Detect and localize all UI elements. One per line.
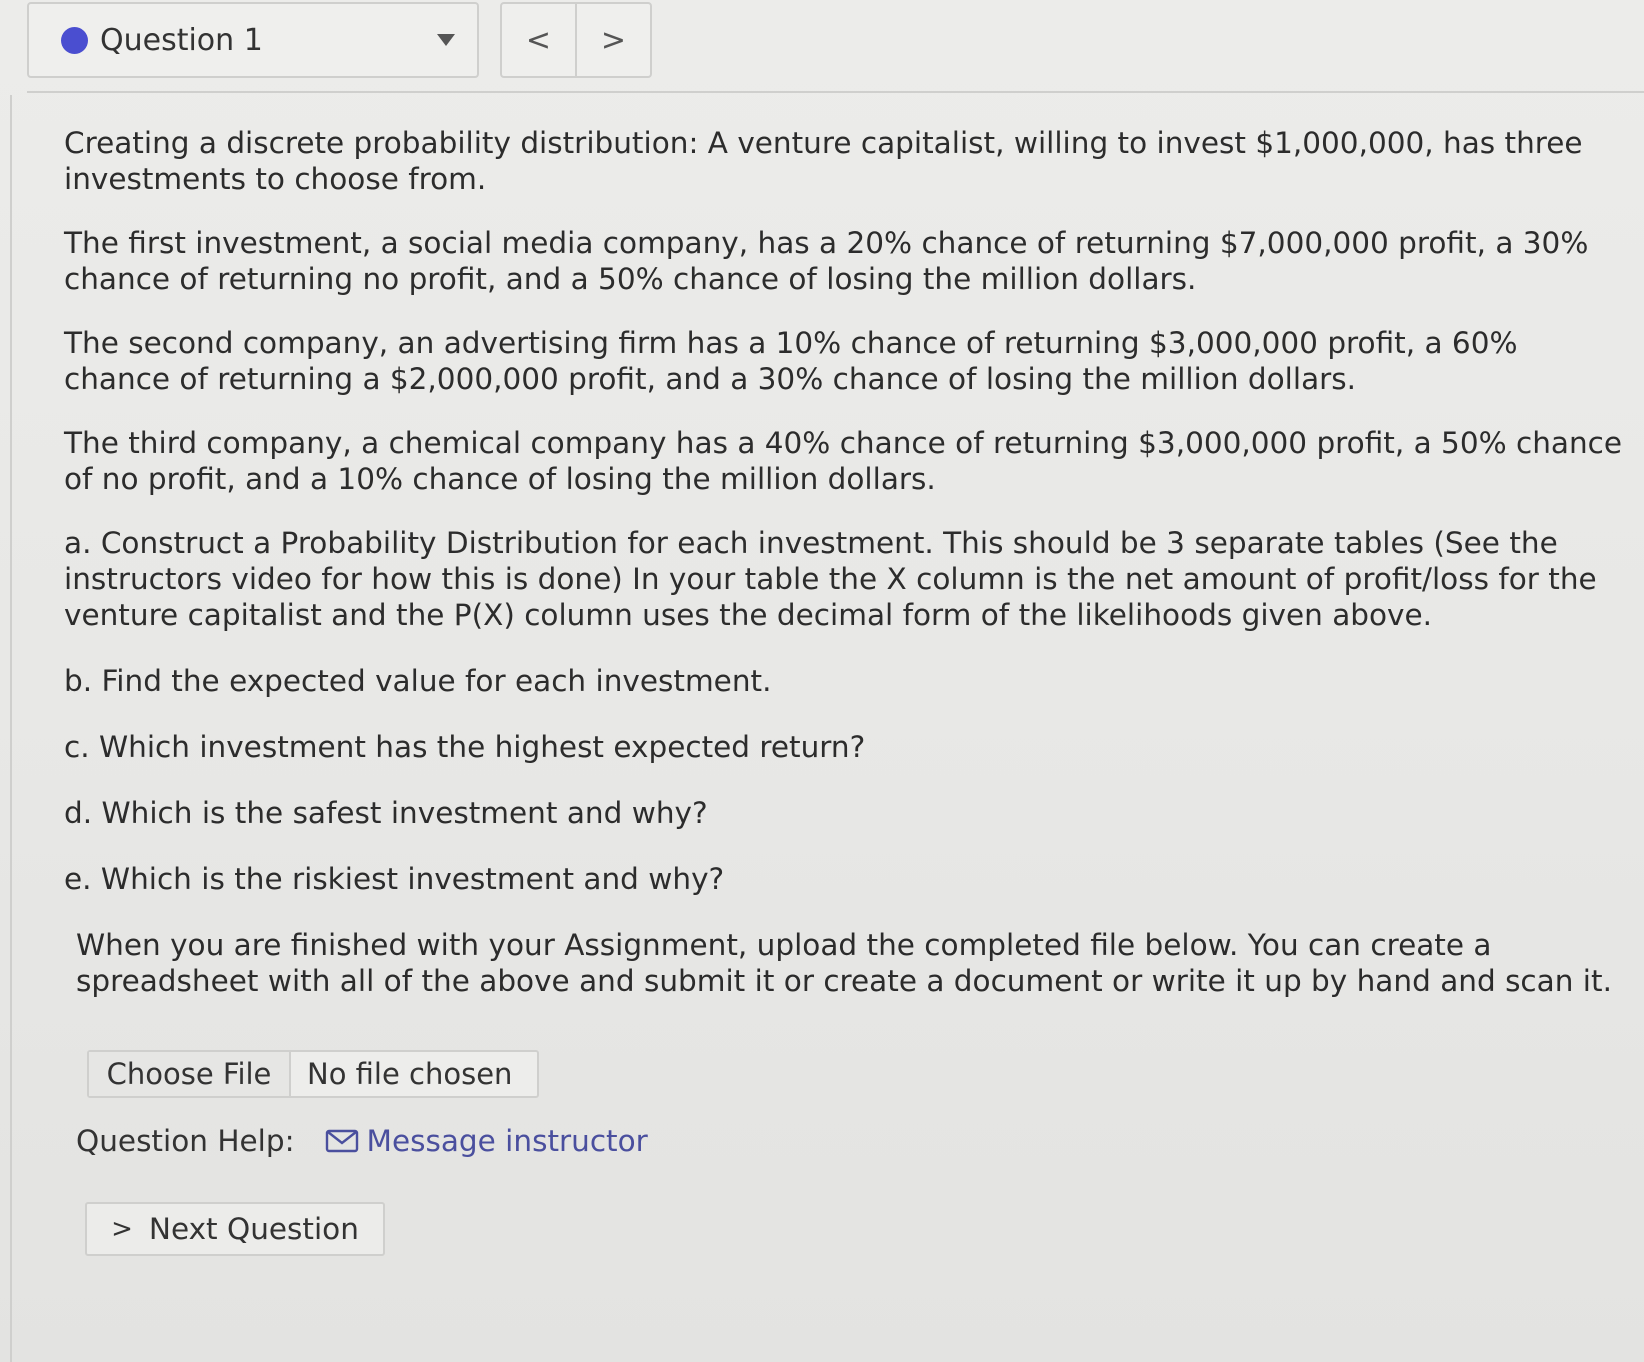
question-first-investment: The first investment, a social media company, has a 20% chance of returning $7,000,000 profit, a 30% chance of returning no profit, and a 50% chance of losing the million dollars. <box>64 226 1589 296</box>
chevron-down-icon <box>437 34 455 46</box>
question-intro: Creating a discrete probability distribution: A venture capitalist, willing to invest $1,000,000, has three investments to choose from. <box>64 126 1583 196</box>
question-second-investment: The second company, an advertising firm has a 10% chance of returning $3,000,000 profit, a 60% chance of returning a $2,000,000 profit, and a 30% chance of losing the million dollars. <box>64 326 1518 396</box>
file-status-text: No file chosen <box>307 1057 513 1091</box>
upload-instructions: When you are finished with your Assignment, upload the completed file below. You can create a spreadsheet with all of the above and submit it or create a document or write it up by hand and scan it. <box>76 928 1612 998</box>
next-question-arrow-button[interactable]: > <box>575 4 650 76</box>
question-selector[interactable] <box>27 2 479 78</box>
question-third-investment: The third company, a chemical company has a 40% chance of returning $3,000,000 profit, a 50% chance of no profit, and a 10% chance of losing the million dollars. <box>64 426 1623 496</box>
question-help-row <box>76 1124 648 1158</box>
previous-question-button[interactable]: < <box>525 22 552 58</box>
question-part-d: d. Which is the safest investment and why? <box>64 796 708 830</box>
file-upload-input[interactable] <box>87 1050 539 1098</box>
question-status-dot <box>61 27 88 54</box>
question-help-label: Question Help: <box>76 1124 295 1158</box>
question-nav-buttons <box>500 2 652 78</box>
question-selector-label: Question 1 <box>100 22 263 58</box>
mail-icon <box>325 1129 359 1153</box>
next-question-button[interactable] <box>85 1202 385 1256</box>
question-part-c: c. Which investment has the highest expected return? <box>64 730 866 764</box>
chevron-right-icon: > <box>111 1214 133 1244</box>
choose-file-button[interactable]: Choose File <box>89 1052 291 1096</box>
question-part-e: e. Which is the riskiest investment and why? <box>64 862 725 896</box>
frame-left-border <box>10 95 12 1362</box>
question-part-b: b. Find the expected value for each investment. <box>64 664 772 698</box>
message-instructor-link[interactable]: Message instructor <box>366 1124 648 1158</box>
question-part-a: a. Construct a Probability Distribution for each investment. This should be 3 separate tables (See the instructors video for how this is done) In your table the X column is the net amount of profit/loss for the venture capitalist and the P(X) column uses the decimal form of the likelihoods given above. <box>64 526 1597 632</box>
header-divider <box>27 91 1644 93</box>
question-content <box>64 125 1624 999</box>
next-question-label: Next Question <box>148 1212 359 1246</box>
